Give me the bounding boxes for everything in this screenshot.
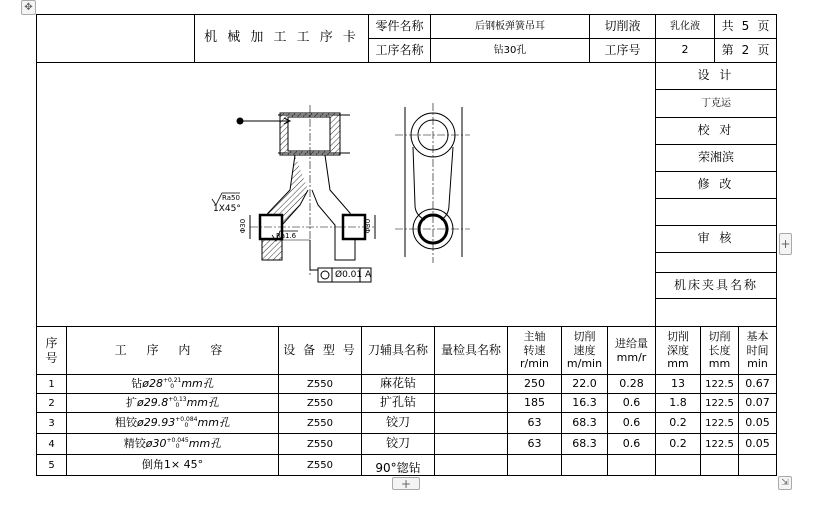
row-spindle[interactable]: 250	[524, 376, 545, 390]
tolerance-upper: +0.21	[162, 377, 182, 384]
row-speed[interactable]: 68.3	[572, 436, 597, 450]
add-row-button[interactable]	[392, 477, 420, 490]
header-length	[701, 327, 738, 374]
header-spindle	[508, 327, 561, 374]
row-time[interactable]: 0.67	[745, 376, 770, 390]
row-equipment[interactable]: Z550	[307, 459, 333, 471]
design-label: 设 计	[697, 68, 735, 83]
row-spindle[interactable]: 63	[527, 415, 542, 429]
table-resize-handle[interactable]	[778, 476, 792, 490]
process-name-value[interactable]: 钻30孔	[493, 45, 527, 56]
header-basic-time-text: 基本 时间 min	[746, 329, 769, 371]
header-speed	[562, 327, 607, 374]
header-depth-text: 切削 深度 mm	[667, 329, 689, 371]
header-no	[37, 327, 66, 374]
row-length[interactable]: 122.5	[705, 378, 734, 390]
tolerance-upper: +0.084	[175, 416, 198, 423]
row-speed[interactable]: 68.3	[572, 415, 597, 429]
header-speed-text: 切削 速度 m/min	[566, 329, 603, 371]
chamfer-note: 1X45°	[213, 204, 241, 214]
row-time[interactable]: 0.05	[745, 415, 770, 429]
content-main: ø28	[142, 376, 163, 390]
revise-label: 修 改	[697, 177, 735, 192]
content-pre: 精铰	[123, 436, 146, 450]
plus-icon: +	[400, 476, 412, 491]
tolerance-lower: 0	[175, 443, 180, 450]
reviser-value[interactable]	[656, 199, 776, 225]
row-feed[interactable]: 0.6	[622, 395, 641, 409]
content-post: mm孔	[186, 395, 220, 409]
row-feed[interactable]	[608, 455, 655, 475]
row-content[interactable]	[67, 394, 278, 412]
row-length[interactable]: 122.5	[705, 438, 734, 450]
row-tool[interactable]: 扩孔钻	[379, 395, 416, 410]
row-no[interactable]: 1	[48, 378, 55, 390]
tolerance-upper: +0.045	[166, 437, 189, 444]
content-pre: 倒角1× 45°	[141, 457, 204, 471]
row-tool[interactable]: 铰刀	[385, 436, 410, 451]
row-speed[interactable]	[562, 455, 607, 475]
part-drawing	[200, 95, 480, 295]
content-pre: 钻	[131, 376, 143, 390]
header-gauge: 量检具名称	[440, 342, 501, 357]
page-label: 第	[721, 42, 734, 57]
content-main: ø29.93	[137, 415, 176, 429]
content-post: mm孔	[181, 376, 214, 390]
row-tool[interactable]: 铰刀	[385, 415, 410, 430]
row-gauge[interactable]	[435, 434, 507, 454]
tolerance-lower: 0	[184, 422, 189, 429]
checker-value[interactable]: 荣湘滨	[697, 150, 734, 165]
row-depth[interactable]: 1.8	[669, 395, 687, 409]
roughness-top-label: Ra50	[222, 194, 240, 202]
row-time[interactable]	[739, 455, 776, 475]
page-value: 2	[741, 42, 750, 57]
header-basic-time	[739, 327, 776, 374]
header-content	[67, 327, 278, 374]
row-feed[interactable]: 0.6	[622, 415, 641, 429]
header-feed-text: 进给量 mm/r	[615, 336, 648, 364]
process-no-value[interactable]: 2	[681, 43, 689, 57]
row-spindle[interactable]: 185	[524, 395, 545, 409]
content-pre: 扩	[125, 395, 137, 409]
coolant-value[interactable]: 乳化液	[670, 21, 700, 32]
header-length-text: 切削 长度 mm	[708, 329, 731, 371]
tolerance-frame: Ø0.01 A	[335, 270, 372, 280]
content-post: mm孔	[197, 415, 230, 429]
header-equipment-text: 设 备 型 号	[283, 342, 357, 357]
row-equipment[interactable]: Z550	[307, 378, 333, 390]
resize-icon: ⇲	[781, 478, 789, 488]
header-tool: 刀辅具名称	[367, 342, 428, 357]
right-dimension: Φ30	[364, 218, 373, 234]
roughness-mid-label: Ra1.6	[276, 232, 297, 240]
row-spindle[interactable]: 63	[527, 436, 542, 450]
table-move-handle[interactable]	[21, 0, 36, 15]
content-main: ø29.8	[136, 395, 169, 409]
header-content-text: 工 序 内 容	[114, 342, 231, 357]
row-gauge[interactable]	[435, 413, 507, 433]
row-length[interactable]: 122.5	[705, 397, 734, 409]
row-tool[interactable]: 90°锪钻	[375, 460, 421, 475]
row-no[interactable]: 2	[48, 397, 55, 409]
row-gauge[interactable]	[435, 455, 507, 475]
header-depth	[656, 327, 700, 374]
row-no[interactable]: 4	[48, 438, 55, 450]
row-depth[interactable]	[656, 455, 700, 475]
coolant-label: 切削液	[604, 18, 641, 33]
part-name-value[interactable]: 后钢板弹簧吊耳	[475, 21, 545, 32]
process-no-label: 工序号	[604, 42, 641, 57]
row-length[interactable]	[701, 455, 738, 475]
total-value: 5	[741, 18, 750, 33]
row-equipment[interactable]: Z550	[307, 397, 333, 409]
row-spindle[interactable]	[508, 455, 561, 475]
tolerance-upper: +0.13	[168, 396, 187, 403]
row-time[interactable]: 0.07	[745, 395, 770, 409]
machine-fixture-value[interactable]	[656, 299, 776, 326]
row-speed[interactable]: 16.3	[572, 395, 597, 409]
review-label: 审 核	[697, 231, 735, 246]
row-tool[interactable]: 麻花钻	[379, 376, 416, 391]
row-depth[interactable]: 0.2	[669, 415, 687, 429]
left-dimension: Φ30	[239, 218, 248, 234]
check-label: 校 对	[697, 123, 735, 138]
tolerance-lower: 0	[175, 402, 180, 409]
row-content[interactable]	[67, 413, 278, 433]
row-content[interactable]	[67, 434, 278, 454]
page-number[interactable]	[715, 39, 776, 62]
page-unit: 页	[757, 42, 770, 57]
reviewer-value[interactable]	[656, 253, 776, 272]
total-unit: 页	[757, 18, 770, 33]
row-speed[interactable]: 22.0	[572, 376, 597, 390]
row-no[interactable]: 5	[48, 459, 55, 471]
row-feed[interactable]: 0.6	[622, 436, 641, 450]
row-time[interactable]: 0.05	[745, 436, 770, 450]
front-view	[237, 105, 375, 282]
header-spindle-text: 主轴 转速 r/min	[520, 329, 549, 371]
part-name-label: 零件名称	[375, 18, 424, 33]
row-equipment[interactable]: Z550	[307, 438, 333, 450]
content-main: ø30	[145, 436, 167, 450]
content-pre: 粗铰	[115, 415, 138, 429]
row-gauge[interactable]	[435, 394, 507, 412]
header-equipment	[279, 327, 361, 374]
row-equipment[interactable]: Z550	[307, 417, 333, 429]
card-title: 机 械 加 工 工 序 卡	[204, 30, 359, 46]
row-length[interactable]: 122.5	[705, 417, 734, 429]
process-name-label: 工序名称	[375, 42, 424, 57]
machine-fixture-label: 机床夹具名称	[673, 277, 758, 292]
move-icon: ✥	[24, 2, 33, 13]
tolerance-lower: 0	[170, 383, 175, 390]
side-view	[395, 103, 470, 263]
row-gauge[interactable]	[435, 375, 507, 393]
row-depth[interactable]: 0.2	[669, 436, 687, 450]
total-label: 共	[721, 18, 734, 33]
designer-value[interactable]: 丁克运	[701, 98, 731, 109]
row-content[interactable]	[67, 375, 278, 393]
row-depth[interactable]: 13	[671, 376, 685, 390]
total-pages[interactable]	[715, 15, 776, 38]
row-feed[interactable]: 0.28	[619, 376, 644, 390]
row-content[interactable]	[67, 455, 278, 475]
content-post: mm孔	[188, 436, 222, 450]
row-no[interactable]: 3	[48, 417, 55, 429]
header-no-text: 序 号	[45, 336, 58, 365]
header-feed	[608, 327, 655, 374]
plus-icon: +	[780, 237, 791, 251]
add-column-button[interactable]	[779, 233, 792, 255]
